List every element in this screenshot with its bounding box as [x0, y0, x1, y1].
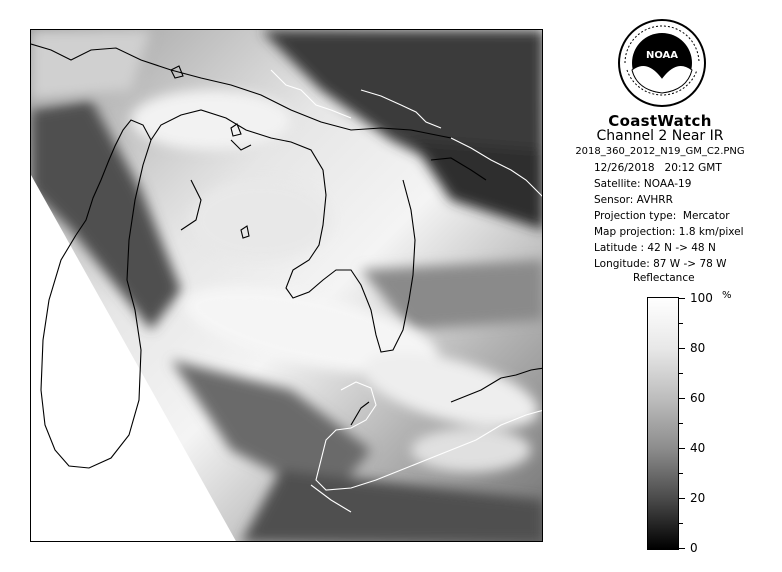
colorbar-label-60: 60 — [690, 391, 706, 405]
product-channel: Channel 2 Near IR — [596, 128, 724, 144]
colorbar-tick — [679, 423, 683, 424]
colorbar-title: Reflectance — [633, 272, 695, 284]
noaa-logo-graphic — [617, 18, 707, 108]
colorbar-tick — [679, 448, 685, 449]
meta-longitude: Longitude: 87 W -> 78 W — [594, 258, 727, 270]
colorbar-tick — [679, 348, 685, 349]
colorbar-label-40: 40 — [690, 441, 706, 455]
colorbar-unit: % — [722, 290, 732, 301]
meta-sensor: Sensor: AVHRR — [594, 194, 673, 206]
colorbar-tick — [679, 298, 685, 299]
meta-map-projection: Map projection: 1.8 km/pixel — [594, 226, 744, 238]
meta-projection-type: Projection type: Mercator — [594, 210, 730, 222]
colorbar-tick — [679, 323, 683, 324]
colorbar-tick — [679, 548, 685, 549]
meta-satellite: Satellite: NOAA-19 — [594, 178, 692, 190]
map-canvas — [31, 30, 543, 542]
noaa-logo-text: NOAA — [645, 50, 679, 61]
colorbar-tick — [679, 523, 683, 524]
colorbar-label-80: 80 — [690, 341, 706, 355]
product-filename: 2018_360_2012_N19_GM_C2.PNG — [575, 146, 745, 157]
product-date: 12/26/2018 — [594, 162, 655, 174]
colorbar-label-20: 20 — [690, 491, 706, 505]
colorbar-tick — [679, 498, 685, 499]
colorbar-tick — [679, 398, 685, 399]
meta-latitude: Latitude : 42 N -> 48 N — [594, 242, 716, 254]
product-time: 20:12 GMT — [664, 162, 722, 174]
reflectance-colorbar — [647, 297, 679, 550]
colorbar-label-0: 0 — [690, 541, 698, 555]
product-datetime — [594, 162, 722, 174]
colorbar-tick — [679, 473, 683, 474]
colorbar-tick — [679, 373, 683, 374]
satellite-image-map[interactable] — [30, 29, 543, 542]
noaa-logo — [617, 18, 707, 108]
product-brand: CoastWatch — [608, 112, 712, 130]
colorbar-label-100: 100 — [690, 291, 713, 305]
